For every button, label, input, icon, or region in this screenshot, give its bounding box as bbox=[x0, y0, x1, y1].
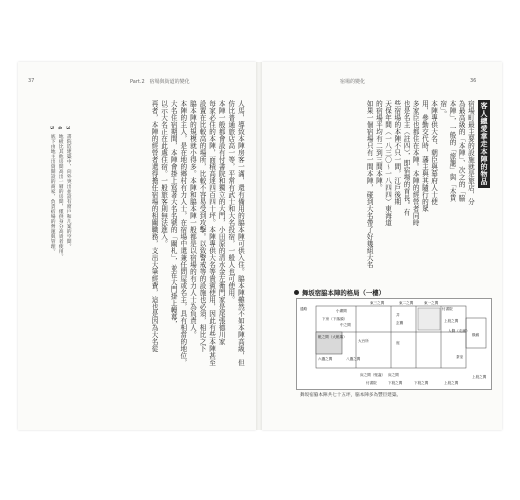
diagram-label: 茶室 bbox=[456, 355, 464, 359]
footnote bbox=[64, 126, 71, 252]
diagram-label: 小廣間 bbox=[336, 309, 347, 313]
diagram-label: 床之間 bbox=[388, 373, 399, 377]
right-running-head: 宿場的變化 bbox=[340, 79, 366, 85]
diagram-label: 帳之間（大帳場） bbox=[318, 335, 347, 339]
text-column: 設置在比較高的場所，比較不容易受到攻擊。以致警戒等的設施也必須，相比之下 bbox=[198, 100, 206, 352]
text-column: 仿比普通旅店高一等，平常有武士和大名投宿，一般人也可使用。 bbox=[226, 100, 235, 303]
left-running-head: Part.2 宿場與街道的變化 bbox=[130, 79, 190, 85]
diagram-label: 井 bbox=[396, 313, 400, 317]
diagram-label: 付書院 bbox=[442, 307, 453, 311]
text-column: 為最高級的「本陣」、次之的「脇 bbox=[457, 100, 466, 202]
diagram-label: 玄關 bbox=[396, 321, 404, 325]
text-column: 每家必住的本陣，面積高達四百四十坪。本陣專供大名等貴賓使用，因此有些本陣甚至 bbox=[207, 100, 216, 366]
footnote-text: 書院造建築中，向外突出並設有窗戶和几案的空間。 bbox=[65, 133, 71, 249]
diagram-title bbox=[294, 288, 385, 297]
diagram-label: 大台所 bbox=[358, 339, 369, 343]
text-column: 也是名主（註四），即宿場的首長。有 bbox=[402, 100, 410, 216]
diagram-label: 中之間 bbox=[340, 323, 351, 327]
diagram-label: 上段之間 bbox=[472, 375, 487, 379]
diagram-title-text: 舞坂宿脇本陣的格局（一樓） bbox=[302, 289, 386, 297]
diagram-label: 床之間（壁龕） bbox=[360, 373, 386, 377]
book-gutter bbox=[256, 62, 262, 430]
text-column: 本陣」，一般的「旅籠」與「木賃 bbox=[448, 100, 456, 202]
left-page-number: 37 bbox=[28, 78, 35, 84]
text-column: 些宿場的本陣不只一間，江戶後期 bbox=[392, 100, 401, 205]
text-column: 本陣專供大名、朝臣與幕府人士使 bbox=[429, 100, 438, 205]
text-column: 以示大名正在此處住宿。一般旅客則無法進入。 bbox=[159, 100, 168, 247]
diagram-label: 付書院 bbox=[366, 381, 377, 385]
text-column: 天保年間（一八三〇～一八四四）東海道 bbox=[383, 100, 392, 226]
diagram-label: 下房（下落頭） bbox=[322, 317, 348, 321]
diagram-label: 東二之間 bbox=[399, 301, 414, 305]
footnote-text: 地板比其他房間高出一層的房間，僅供身分高貴者使用。 bbox=[57, 133, 63, 259]
text-column: 宿場町最主要的設施就是旅店，分 bbox=[466, 100, 475, 205]
text-column: 用，參勤交代時，藩主與其隨行的眾 bbox=[420, 100, 429, 212]
text-column: 人馬，導致本陣房客一滿，還有備用的脇本陣可供入住。脇本陣雖然不如本陣高級，但 bbox=[236, 100, 245, 366]
footnote bbox=[48, 126, 55, 252]
diagram-label: 通路 bbox=[300, 307, 308, 311]
text-column: 如果一個宿場只有一間本陣，碰到大名帶了好幾組大名 bbox=[365, 100, 374, 268]
bullet-icon bbox=[294, 290, 299, 295]
diagram-label: 八疊之間 bbox=[346, 357, 361, 361]
diagram-label: 入側（走廊） bbox=[448, 329, 470, 333]
text-column: 宿」。 bbox=[438, 100, 447, 118]
text-column: 本陣的主人，是在地的鄉村有力人士，在宿場中還兼任問屋或名主，具有相當的地位， bbox=[178, 100, 187, 366]
footnote-text: 底下由地主出資開設的商家，負責宿場的營運與管理。 bbox=[49, 133, 55, 254]
footnote bbox=[56, 126, 63, 259]
diagram-label: 上段之間 bbox=[444, 319, 459, 323]
diagram-caption: 舞坂宿脇本陣共七十五坪，脇本陣多為豐臣建築。 bbox=[300, 393, 402, 398]
diagram-label: 東一之間 bbox=[424, 301, 439, 305]
section-title: 客人總愛拿走本陣的物品 bbox=[480, 102, 488, 186]
diagram-label: 橫廊 bbox=[472, 333, 480, 337]
footnote-number: 5 bbox=[48, 126, 55, 130]
text-column: 本陣一般都會設有付書院和獨立的大門，小田原的清水金左衛門家是尾張德川家 bbox=[217, 100, 226, 345]
footnote-number: 3 bbox=[64, 126, 71, 130]
text-column: 的宿場平均有二到三間本陣。 bbox=[374, 100, 383, 191]
text-column: 脇本陣的規模就小得多。本陣和脇本陣一般都是以宿場的有力人士為負責人。 bbox=[188, 100, 197, 338]
diagram-label: 六疊之間 bbox=[318, 357, 333, 361]
diagram-label: 東三之間 bbox=[370, 301, 385, 305]
text-column: 再者，本陣的經營者還得擔任宿場的相關職務，支出大筆經費，這也是因為大名從 bbox=[150, 100, 158, 352]
footnote-number: 4 bbox=[56, 126, 63, 130]
diagram-label: 庭 bbox=[396, 341, 400, 345]
diagram-label: 下段之間 bbox=[388, 381, 403, 385]
right-page-number: 36 bbox=[470, 78, 477, 84]
text-column: 多家臣也都住在本陣。本陣的經營者同時 bbox=[411, 100, 420, 226]
text-column: 大名住宿期間，本陣會掛上寫著大名名號的「關札」，並在大門掛上幔幕， bbox=[169, 100, 178, 328]
diagram-label: 上段之間 bbox=[444, 381, 459, 385]
floor-plan-diagram bbox=[296, 298, 492, 390]
diagram-label: 下段之間 bbox=[414, 381, 429, 385]
